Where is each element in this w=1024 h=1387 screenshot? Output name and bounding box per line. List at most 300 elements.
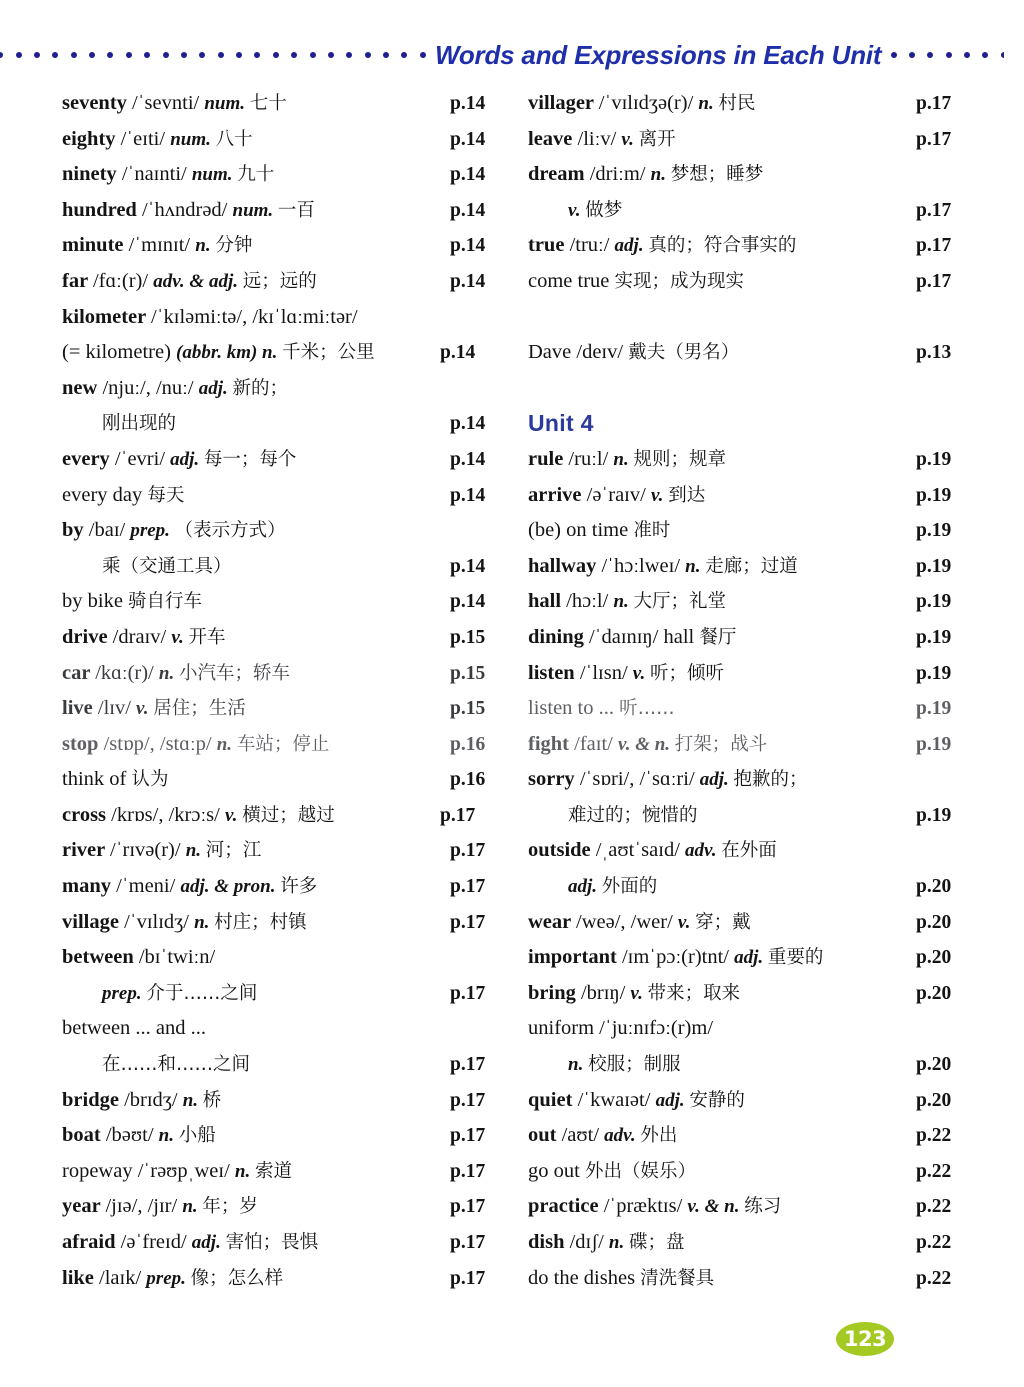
vocabulary-row (62, 442, 500, 478)
phonetic-transcription: /deɪv/ (576, 341, 629, 364)
headword-plain: listen to ... (528, 697, 620, 720)
part-of-speech: n. (195, 235, 216, 257)
vocabulary-row (528, 976, 966, 1012)
part-of-speech: (abbr. km) n. (176, 342, 283, 364)
chinese-gloss: 村庄；村镇 (214, 911, 307, 933)
chinese-gloss: 规则；规章 (633, 448, 726, 470)
page-reference: p.17 (450, 1232, 486, 1253)
vocabulary-entry (62, 1011, 206, 1047)
vocabulary-row (62, 513, 500, 549)
part-of-speech: adj. (699, 769, 734, 791)
headword: fight (528, 732, 575, 755)
chinese-gloss: 离开 (638, 128, 676, 150)
vocabulary-row (528, 1189, 966, 1225)
vocabulary-row (62, 727, 500, 763)
header-dot (144, 52, 150, 58)
vocabulary-row (528, 442, 966, 478)
header-dot (909, 52, 915, 58)
phonetic-transcription: /fɑː(r)/ (92, 269, 154, 292)
chinese-gloss: 真的；符合事实的 (648, 235, 797, 257)
vocabulary-entry (62, 157, 274, 193)
vocabulary-entry (62, 905, 307, 941)
vocabulary-row (62, 905, 500, 941)
headword: far (62, 269, 93, 292)
vocabulary-entry (62, 940, 215, 976)
part-of-speech: n. (650, 164, 671, 186)
vocabulary-entry (528, 1154, 696, 1190)
vocabulary-column-left (62, 86, 500, 1296)
headword: dream (528, 163, 590, 186)
vocabulary-row (528, 1154, 966, 1190)
part-of-speech: adj. & pron. (180, 876, 281, 898)
chinese-gloss: 做梦 (585, 199, 623, 221)
phonetic-transcription: /brɪŋ/ (580, 981, 631, 1004)
vocabulary-entry (528, 1011, 713, 1047)
phonetic-transcription: /ɪmˈpɔː(r)tnt/ (621, 946, 735, 969)
header-dot (34, 52, 40, 58)
phonetic-transcription: /ˈnaɪnti/ (121, 163, 192, 186)
vocabulary-row (528, 157, 966, 193)
header-dot (71, 52, 77, 58)
chinese-gloss: 在……和……之间 (102, 1054, 251, 1076)
vocabulary-row (528, 1118, 966, 1154)
vocabulary-entry (528, 691, 675, 727)
page-reference: p.17 (916, 235, 952, 257)
phonetic-transcription: /ˈkɪləmiːtə/, /kɪˈlɑːmiːtər/ (151, 305, 358, 328)
part-of-speech: num. (232, 199, 278, 221)
chinese-gloss: 介于……之间 (146, 982, 258, 1004)
chinese-gloss: 重要的 (767, 947, 824, 969)
part-of-speech: adv. & adj. (153, 270, 243, 292)
header-dot (401, 52, 407, 58)
page-reference: p.16 (450, 733, 486, 755)
header-dot (107, 52, 113, 58)
chinese-gloss: 七十 (249, 93, 287, 114)
headword: outside (528, 839, 596, 862)
phonetic-transcription: /ˈhɔːlweɪ/ (601, 554, 686, 577)
phonetic-transcription: /ˈsɒri/, /ˈsɑːri/ (579, 768, 700, 791)
headword: minute (62, 234, 129, 257)
headword: ninety (62, 163, 122, 186)
phonetic-transcription: /njuː/, /nuː/ (102, 376, 199, 399)
vocabulary-row (62, 264, 500, 300)
vocabulary-entry (528, 1225, 685, 1261)
vocabulary-entry (62, 335, 375, 371)
vocabulary-row (528, 122, 966, 158)
phonetic-transcription: /lɪv/ (97, 697, 137, 720)
page-reference: p.19 (916, 698, 952, 720)
vocabulary-row (528, 656, 966, 692)
vocabulary-entry (62, 478, 184, 514)
part-of-speech: prep. (130, 520, 175, 542)
header-dot (199, 52, 205, 58)
part-of-speech: v. (171, 626, 189, 648)
vocabulary-entry (62, 833, 261, 869)
header-dot (291, 52, 297, 58)
header-dot (383, 52, 389, 58)
part-of-speech: n. (698, 93, 719, 114)
page-reference: p.20 (916, 876, 952, 898)
vocabulary-entry (528, 86, 756, 122)
vocabulary-row (528, 620, 966, 656)
page-reference: p.17 (916, 128, 952, 150)
headword-plain: (be) on time (528, 519, 634, 542)
row-spacer (528, 371, 966, 407)
chinese-gloss: 校服；制服 (588, 1054, 681, 1076)
headword-plain: go out (528, 1159, 585, 1182)
phonetic-transcription: /ˈevri/ (114, 447, 171, 470)
page-reference: p.20 (916, 947, 952, 969)
vocabulary-row (62, 1225, 500, 1261)
chinese-gloss: 走廊；过道 (705, 555, 798, 577)
vocabulary-row (528, 1047, 966, 1083)
vocabulary-row (62, 656, 500, 692)
phonetic-transcription: /jɪə/, /jɪr/ (105, 1195, 183, 1218)
page-reference: p.14 (450, 555, 486, 577)
vocabulary-entry (102, 1047, 250, 1083)
chinese-gloss: 分钟 (215, 235, 253, 257)
page-reference: p.22 (916, 1196, 952, 1218)
headword: hundred (62, 198, 142, 221)
part-of-speech: n. (608, 1232, 629, 1253)
chinese-gloss: 外出 (640, 1125, 678, 1147)
headword: like (62, 1266, 100, 1289)
headword: hallway (528, 554, 602, 577)
phonetic-transcription: /stɒp/, /stɑːp/ (103, 732, 217, 755)
chinese-gloss: 到达 (668, 484, 706, 506)
part-of-speech: adj. (191, 1232, 226, 1253)
page-reference: p.15 (450, 662, 486, 684)
phonetic-transcription: /brɪdʒ/ (124, 1088, 183, 1111)
vocabulary-row (62, 478, 500, 514)
header-dot (89, 52, 95, 58)
page-reference: p.15 (450, 626, 486, 648)
header-dot (946, 52, 952, 58)
vocabulary-row (62, 1118, 500, 1154)
page-reference: p.14 (450, 164, 486, 186)
vocabulary-entry (62, 1189, 258, 1225)
phonetic-transcription: /driːm/ (589, 163, 651, 186)
vocabulary-row (62, 869, 500, 905)
vocabulary-entry (62, 513, 286, 549)
phonetic-transcription: /ˈmeni/ (116, 875, 181, 898)
vocabulary-row (528, 513, 966, 549)
chinese-gloss: 大厅；礼堂 (633, 591, 727, 613)
page-reference: p.17 (450, 982, 486, 1004)
vocabulary-row (62, 1011, 500, 1047)
vocabulary-entry (528, 1083, 745, 1119)
page-reference: p.17 (450, 1267, 486, 1289)
vocabulary-row (62, 940, 500, 976)
phonetic-transcription: /ˌаʊtˈsaɪd/ (595, 839, 686, 862)
part-of-speech: n. (182, 1196, 203, 1218)
chinese-gloss: 骑自行车 (128, 591, 203, 613)
chinese-gloss: 千米；公里 (282, 342, 375, 364)
headword: practice (528, 1195, 604, 1218)
headword: many (62, 875, 117, 898)
chinese-gloss: 练习 (744, 1196, 782, 1218)
header-dot (420, 52, 426, 58)
vocabulary-entry (568, 798, 698, 834)
part-of-speech: n. (234, 1160, 255, 1182)
headword: sorry (528, 768, 580, 791)
page-reference: p.20 (916, 911, 952, 933)
vocabulary-row (62, 406, 500, 442)
chinese-gloss: 乘（交通工具） (102, 555, 232, 577)
phonetic-transcription: /əˈfreɪd/ (120, 1231, 192, 1253)
part-of-speech: v. & n. (687, 1196, 745, 1218)
header-dot (927, 52, 933, 58)
vocabulary-entry (528, 620, 736, 656)
chinese-gloss: 横过；越过 (242, 804, 335, 826)
page-number-badge (836, 1322, 894, 1356)
part-of-speech: v. (568, 199, 586, 221)
vocabulary-entry (102, 976, 257, 1012)
chinese-gloss: 刚出现的 (102, 413, 177, 435)
headword: dish (528, 1231, 570, 1253)
vocabulary-entry (62, 264, 317, 300)
page-reference: p.17 (450, 840, 486, 862)
headword-plain: every day (62, 483, 148, 506)
vocabulary-entry (62, 869, 317, 905)
page-reference: p.20 (916, 1089, 952, 1111)
vocabulary-row (528, 584, 966, 620)
chinese-gloss: 听；倾听 (650, 662, 725, 684)
headword: true (528, 234, 570, 257)
header-dot (346, 52, 352, 58)
phonetic-transcription: /ˈrɪvə(r)/ (110, 839, 186, 862)
chinese-gloss: 在外面 (721, 840, 777, 862)
headword-plain: come true (528, 269, 615, 292)
page-reference: p.22 (916, 1125, 952, 1147)
header-dot (982, 52, 988, 58)
phonetic-transcription: /ˈlɪsn/ (579, 661, 633, 684)
part-of-speech: num. (191, 164, 238, 186)
chinese-gloss: 准时 (633, 520, 671, 542)
header-dot (218, 52, 224, 58)
vocabulary-entry (528, 513, 670, 549)
vocabulary-entry (528, 905, 751, 941)
page-reference: p.19 (916, 520, 952, 542)
page-reference: p.19 (916, 733, 952, 755)
chinese-gloss: 九十 (237, 164, 275, 186)
vocabulary-row (528, 478, 966, 514)
part-of-speech: adj. (655, 1089, 690, 1111)
vocabulary-row (528, 1011, 966, 1047)
vocabulary-entry (62, 584, 202, 620)
vocabulary-entry (62, 371, 288, 407)
phonetic-transcription: /truː/ (569, 234, 615, 257)
part-of-speech: adj. (170, 448, 204, 470)
page-title: Words and Expressions in Each Unit (435, 39, 882, 70)
page-reference: p.22 (916, 1267, 952, 1289)
chinese-gloss: 带来；取来 (647, 982, 741, 1004)
vocabulary-entry (62, 798, 335, 834)
headword: villager (528, 92, 599, 114)
vocabulary-entry (528, 442, 726, 478)
vocabulary-entry (528, 157, 763, 193)
vocabulary-entry (528, 264, 744, 300)
vocabulary-row (62, 584, 500, 620)
header-dot (52, 52, 58, 58)
part-of-speech: adv. (685, 840, 722, 862)
vocabulary-row (528, 86, 966, 122)
headword: village (62, 910, 125, 933)
phonetic-transcription: /ˈhʌndrəd/ (141, 198, 233, 221)
page-reference: p.13 (916, 342, 952, 364)
chinese-gloss: 车站；停止 (236, 733, 330, 755)
page-reference: p.17 (450, 1160, 486, 1182)
part-of-speech: n. (182, 1089, 203, 1111)
chinese-gloss: 桥 (202, 1089, 222, 1111)
chinese-gloss: 小汽车；轿车 (178, 662, 290, 684)
vocabulary-entry (62, 762, 168, 798)
vocabulary-entry (528, 976, 740, 1012)
vocabulary-entry (528, 1189, 781, 1225)
chinese-gloss: 穿；戴 (695, 911, 751, 933)
vocabulary-row (528, 228, 966, 264)
chinese-gloss: 远；远的 (242, 270, 317, 292)
phonetic-transcription: /ˈmɪnɪt/ (128, 234, 196, 257)
part-of-speech: adj. (614, 235, 649, 257)
chinese-gloss: 碟；盘 (628, 1232, 685, 1253)
part-of-speech: v. (621, 128, 639, 150)
header-dot (126, 52, 132, 58)
header-dot (0, 52, 3, 58)
chinese-gloss: 听…… (619, 698, 675, 720)
page-reference: p.14 (450, 448, 486, 470)
phonetic-transcription: /liːv/ (577, 127, 622, 150)
page-reference: p.17 (916, 199, 952, 221)
phonetic-transcription: /ˈsevnti/ (132, 92, 205, 114)
page-number-text: 123 (843, 1327, 887, 1351)
headword-plain: (= kilometre) (62, 341, 177, 364)
chinese-gloss: 安静的 (689, 1089, 745, 1111)
chinese-gloss: 每天 (147, 484, 185, 506)
vocabulary-row (62, 335, 500, 371)
header-dot (236, 52, 242, 58)
header-dot (365, 52, 371, 58)
headword: between (62, 946, 139, 969)
part-of-speech: v. (136, 698, 154, 720)
part-of-speech: prep. (146, 1267, 191, 1289)
headword: afraid (62, 1231, 121, 1253)
page-reference: p.14 (450, 235, 486, 257)
chinese-gloss: 村民 (718, 93, 756, 114)
page-reference: p.17 (450, 1089, 486, 1111)
vocabulary-row (528, 1083, 966, 1119)
chinese-gloss: 八十 (215, 128, 253, 150)
vocabulary-row (62, 86, 500, 122)
vocabulary-row (62, 976, 500, 1012)
headword: important (528, 946, 622, 969)
headword: dining (528, 625, 589, 648)
headword: every (62, 447, 115, 470)
phonetic-transcription: /weə/, /wer/ (576, 910, 678, 933)
page-reference: p.19 (916, 448, 952, 470)
vocabulary-row (528, 335, 966, 371)
header-dot (891, 52, 897, 58)
header-dot (163, 52, 169, 58)
vocabulary-row (528, 905, 966, 941)
vocabulary-entry (568, 193, 622, 229)
vocabulary-entry (62, 193, 315, 229)
page-reference: p.20 (916, 982, 952, 1004)
phonetic-transcription: /ˈjuːnɪfɔː(r)m/ (599, 1017, 714, 1040)
part-of-speech: adj. (734, 947, 768, 969)
chinese-gloss: 打架；战斗 (674, 733, 768, 755)
vocabulary-row (528, 193, 966, 229)
phonetic-transcription: /bɪˈtwiːn/ (138, 946, 216, 969)
vocabulary-row (62, 620, 500, 656)
part-of-speech: n. (158, 1125, 179, 1147)
page-reference: p.15 (450, 698, 486, 720)
header-dot (273, 52, 279, 58)
headword: river (62, 839, 110, 862)
headword: wear (528, 910, 577, 933)
vocabulary-row (62, 371, 500, 407)
vocabulary-row (528, 1261, 966, 1297)
part-of-speech: v. (630, 982, 648, 1004)
part-of-speech: v. (632, 662, 651, 684)
chinese-gloss: 一百 (277, 199, 315, 221)
vocabulary-row (528, 798, 966, 834)
page-reference: p.22 (916, 1232, 952, 1253)
part-of-speech: v. (677, 911, 696, 933)
vocabulary-entry (528, 584, 726, 620)
phonetic-transcription: /faɪt/ (574, 732, 618, 755)
vocabulary-entry (528, 228, 796, 264)
headword-plain: uniform (528, 1017, 600, 1040)
vocabulary-row (62, 157, 500, 193)
phonetic-transcription: /ˈkwaɪət/ (577, 1088, 656, 1111)
page-header (0, 38, 1024, 72)
vocabulary-entry (62, 1083, 221, 1119)
page-reference: p.17 (450, 1125, 486, 1147)
vocabulary-entry (568, 1047, 681, 1083)
vocabulary-row (62, 228, 500, 264)
headword: seventy (62, 92, 133, 114)
headword: listen (528, 661, 580, 684)
chinese-gloss: 河；江 (205, 840, 262, 862)
headword-plain: do the dishes (528, 1266, 641, 1289)
vocabulary-entry (528, 727, 767, 763)
headword: new (62, 376, 103, 399)
phonetic-transcription: /kɑː(r)/ (95, 661, 159, 684)
chinese-gloss: 餐厅 (699, 626, 737, 648)
phonetic-transcription: /dɪʃ/ (569, 1231, 609, 1253)
chinese-gloss: 抱歉的； (733, 769, 808, 791)
chinese-gloss: 新的； (232, 377, 288, 399)
vocabulary-row (528, 727, 966, 763)
vocabulary-entry (62, 122, 253, 158)
vocabulary-row (62, 762, 500, 798)
page-reference: p.20 (916, 1054, 952, 1076)
vocabulary-entry (62, 1225, 318, 1261)
part-of-speech: v. (224, 804, 243, 826)
chinese-gloss: （表示方式） (174, 520, 286, 542)
unit-heading-row (528, 406, 966, 442)
header-dot (964, 52, 970, 58)
phonetic-transcription: /draɪv/ (112, 625, 172, 648)
chinese-gloss: 认为 (131, 769, 169, 791)
vocabulary-row (62, 798, 500, 834)
page-reference: p.14 (440, 342, 476, 364)
vocabulary-row (62, 300, 500, 336)
vocabulary-row (62, 833, 500, 869)
part-of-speech: num. (204, 93, 250, 114)
header-dot (181, 52, 187, 58)
